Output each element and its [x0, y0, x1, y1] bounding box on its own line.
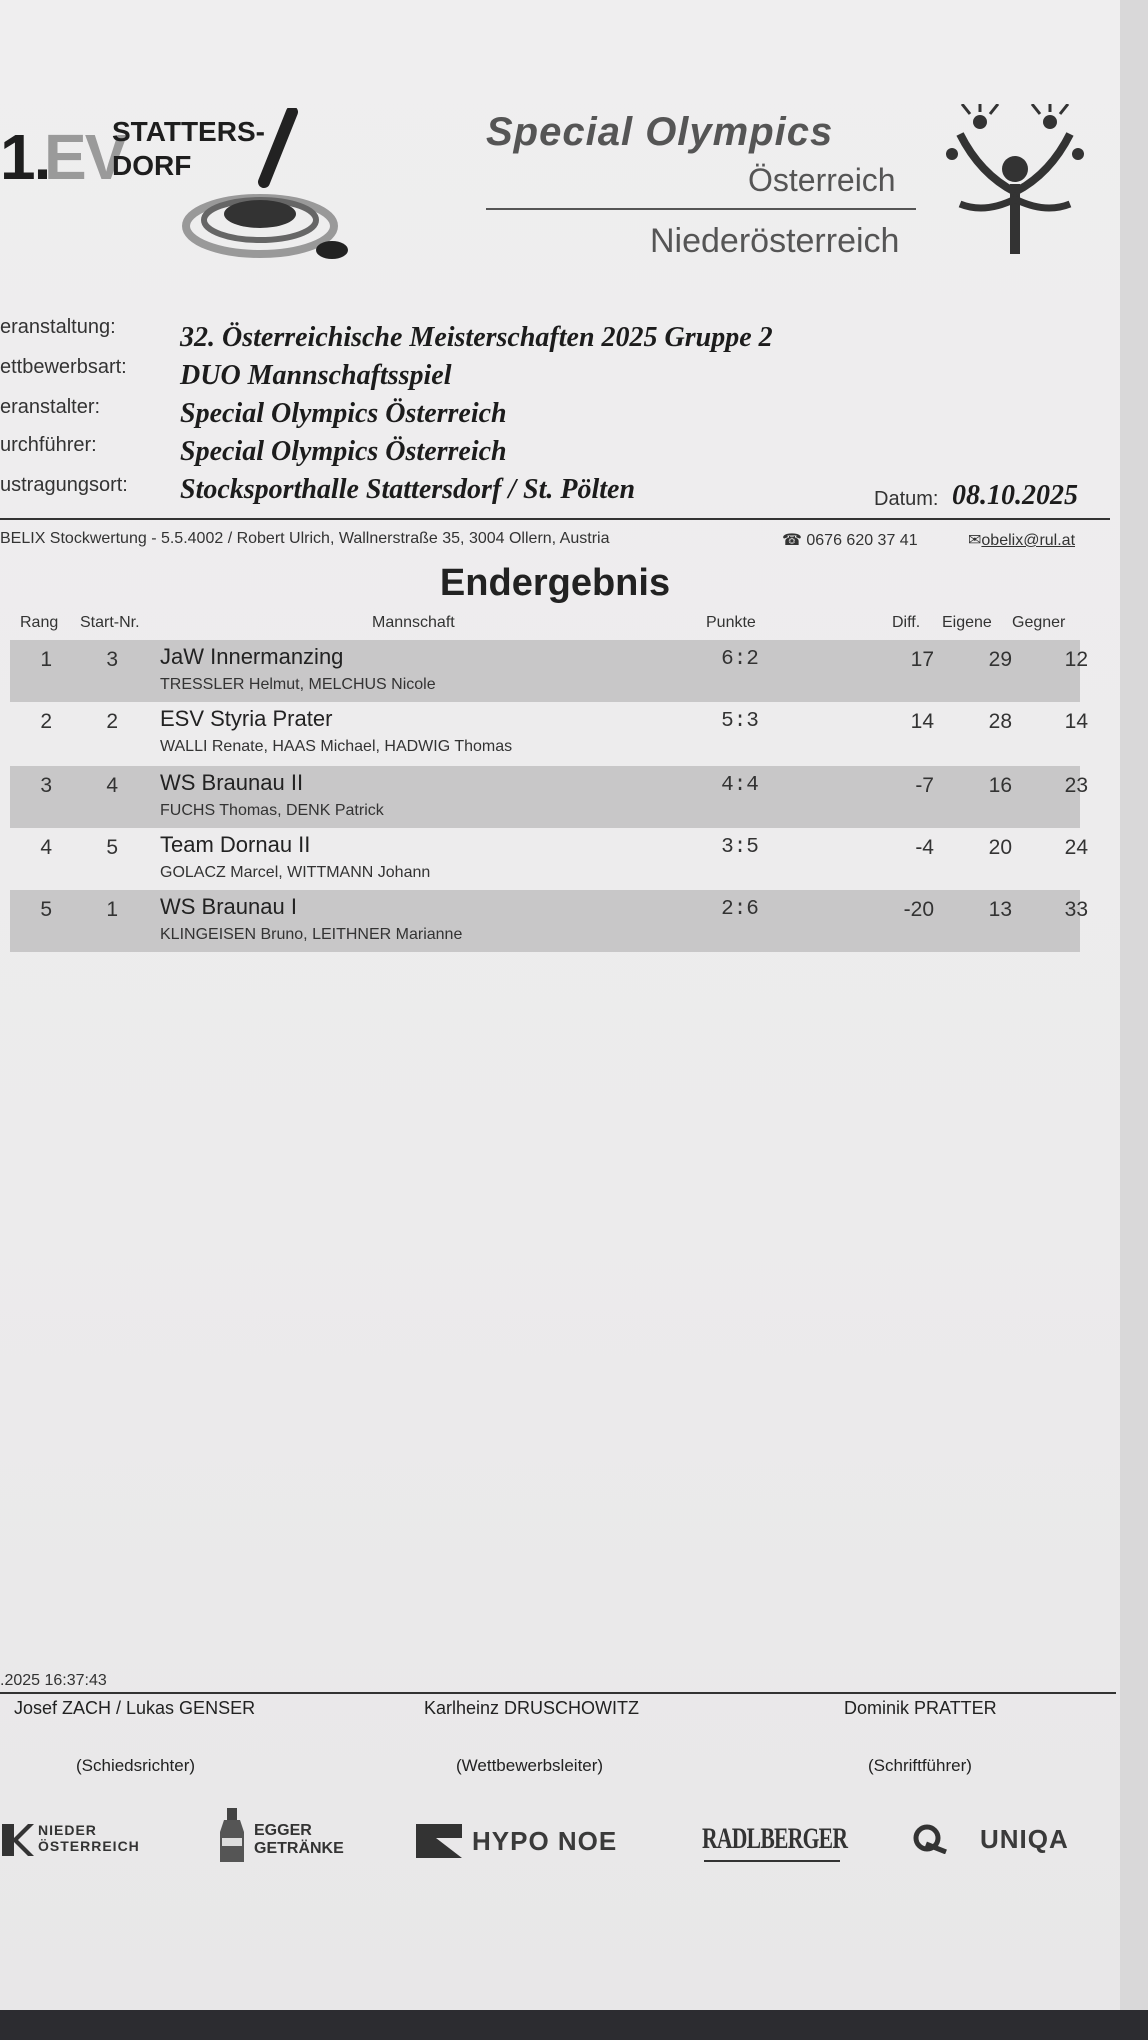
own-score: 29 — [988, 648, 1012, 671]
col-opp: Gegner — [1012, 614, 1066, 631]
sponsor-noe-line2: ÖSTERREICH — [38, 1838, 140, 1854]
opponent-score: 12 — [1064, 648, 1088, 671]
start-number: 1 — [106, 898, 118, 921]
own-score: 28 — [988, 710, 1012, 733]
team-name: WS Braunau II — [160, 770, 304, 795]
info-label: eranstalter: — [0, 396, 101, 418]
start-number: 5 — [106, 836, 118, 859]
info-label: urchführer: — [0, 434, 97, 456]
difference: -20 — [903, 898, 934, 921]
difference: -7 — [915, 774, 934, 797]
difference: 17 — [910, 648, 934, 671]
rank: 4 — [40, 836, 52, 859]
opponent-score: 33 — [1064, 898, 1088, 921]
uniqa-logo-icon — [912, 1824, 948, 1854]
team-players: GOLACZ Marcel, WITTMANN Johann — [160, 864, 431, 881]
team-name: JaW Innermanzing — [160, 644, 344, 669]
referee-role: (Schiedsrichter) — [76, 1756, 196, 1775]
email-value[interactable]: obelix@rul.at — [981, 532, 1076, 549]
table-row — [10, 890, 1088, 952]
sponsor-hypo-text: HYPO NOE — [472, 1826, 618, 1856]
curling-stone-icon — [180, 108, 360, 268]
opponent-score: 23 — [1064, 774, 1088, 797]
col-team: Mannschaft — [372, 614, 455, 631]
points: 6:2 — [721, 648, 759, 671]
background-surface — [0, 2010, 1148, 2040]
table-row — [10, 828, 1088, 890]
divider — [0, 518, 1110, 520]
phone-value: 0676 620 37 41 — [806, 532, 918, 549]
club-name-line1: STATTERS- — [112, 116, 265, 147]
mail-icon: ✉ — [968, 532, 982, 549]
opponent-score: 24 — [1064, 836, 1088, 859]
date-label: Datum: — [874, 488, 939, 510]
sponsor-niederoesterreich — [0, 1820, 160, 1860]
sponsor-radlberger — [702, 1820, 852, 1860]
col-own: Eigene — [942, 614, 992, 631]
info-value: Special Olympics Österreich — [180, 436, 507, 467]
team-players: WALLI Renate, HAAS Michael, HADWIG Thomas — [160, 738, 513, 755]
club-ev: EV — [44, 121, 126, 193]
org-region: Niederösterreich — [650, 222, 900, 260]
sponsor-hypo-noe — [416, 1820, 636, 1860]
team-players: FUCHS Thomas, DENK Patrick — [160, 802, 384, 819]
rank: 1 — [40, 648, 52, 671]
col-points: Punkte — [706, 614, 756, 631]
team-players: TRESSLER Helmut, MELCHUS Nicole — [160, 676, 436, 693]
points: 5:3 — [721, 710, 759, 733]
info-value: 32. Österreichische Meisterschaften 2025 Gruppe 2 — [180, 322, 773, 353]
rank: 2 — [40, 710, 52, 733]
info-value: Stocksporthalle Stattersdorf / St. Pölten — [180, 474, 636, 505]
sponsor-egger — [218, 1820, 358, 1860]
col-start: Start-Nr. — [80, 614, 140, 631]
table-row — [10, 702, 1088, 764]
sponsor-egger-line2: GETRÄNKE — [254, 1840, 344, 1857]
sponsor-noe-line1: NIEDER — [38, 1822, 97, 1838]
sponsor-uniqa-text: UNIQA — [980, 1824, 1069, 1854]
special-olympics-emblem-icon — [940, 104, 1090, 254]
divider — [486, 208, 916, 210]
info-value: Special Olympics Österreich — [180, 398, 507, 429]
info-value: DUO Mannschaftsspiel — [180, 360, 452, 391]
col-rank: Rang — [20, 614, 59, 631]
phone-number — [782, 530, 918, 550]
difference: 14 — [910, 710, 934, 733]
date-value: 08.10.2025 — [952, 480, 1078, 511]
team-players: KLINGEISEN Bruno, LEITHNER Marianne — [160, 926, 463, 943]
opponent-score: 14 — [1064, 710, 1088, 733]
sponsor-uniqa — [912, 1820, 1112, 1860]
sponsor-egger-line1: EGGER — [254, 1822, 312, 1839]
director-role: (Wettbewerbsleiter) — [456, 1756, 604, 1775]
team-name: Team Dornau II — [160, 832, 311, 857]
points: 2:6 — [721, 898, 759, 921]
team-name: WS Braunau I — [160, 894, 297, 919]
print-timestamp: .2025 16:37:43 — [0, 1672, 107, 1689]
info-label: eranstaltung: — [0, 316, 116, 338]
result-title: Endergebnis — [439, 562, 671, 604]
difference: -4 — [915, 836, 934, 859]
club-number: 1. — [0, 121, 50, 193]
col-diff: Diff. — [892, 614, 921, 631]
points: 3:5 — [721, 836, 759, 859]
page-edge — [1120, 0, 1148, 2040]
own-score: 16 — [988, 774, 1012, 797]
referee-names: Josef ZACH / Lukas GENSER — [14, 1698, 256, 1718]
recorder-name: Dominik PRATTER — [844, 1698, 997, 1718]
divider — [704, 1860, 840, 1862]
info-label: ustragungsort: — [0, 474, 128, 496]
hypo-logo-icon — [416, 1824, 462, 1858]
sponsor-radlberger-text: RADLBERGER — [702, 1822, 848, 1855]
org-title: Special Olympics — [486, 110, 834, 154]
own-score: 20 — [988, 836, 1012, 859]
noe-logo-icon — [0, 1820, 34, 1860]
info-label: ettbewerbsart: — [0, 356, 127, 378]
org-country: Österreich — [748, 162, 896, 198]
own-score: 13 — [988, 898, 1012, 921]
start-number: 3 — [106, 648, 118, 671]
team-name: ESV Styria Prater — [160, 706, 333, 731]
table-row — [10, 766, 1088, 828]
start-number: 2 — [106, 710, 118, 733]
rank: 3 — [40, 774, 52, 797]
phone-icon: ☎ — [782, 532, 807, 549]
director-name: Karlheinz DRUSCHOWITZ — [424, 1698, 640, 1718]
email-contact[interactable] — [968, 530, 1075, 550]
recorder-role: (Schriftführer) — [868, 1756, 972, 1775]
bottle-icon — [218, 1808, 246, 1864]
club-logo — [0, 108, 360, 268]
rank: 5 — [40, 898, 52, 921]
points: 4:4 — [721, 774, 759, 797]
club-name-line2: DORF — [112, 150, 192, 181]
start-number: 4 — [106, 774, 118, 797]
table-row — [10, 640, 1088, 702]
divider — [0, 1692, 1116, 1694]
software-credit: BELIX Stockwertung - 5.5.4002 / Robert Ulrich, Wallnerstraße 35, 3004 Ollern, Austria — [0, 530, 610, 547]
